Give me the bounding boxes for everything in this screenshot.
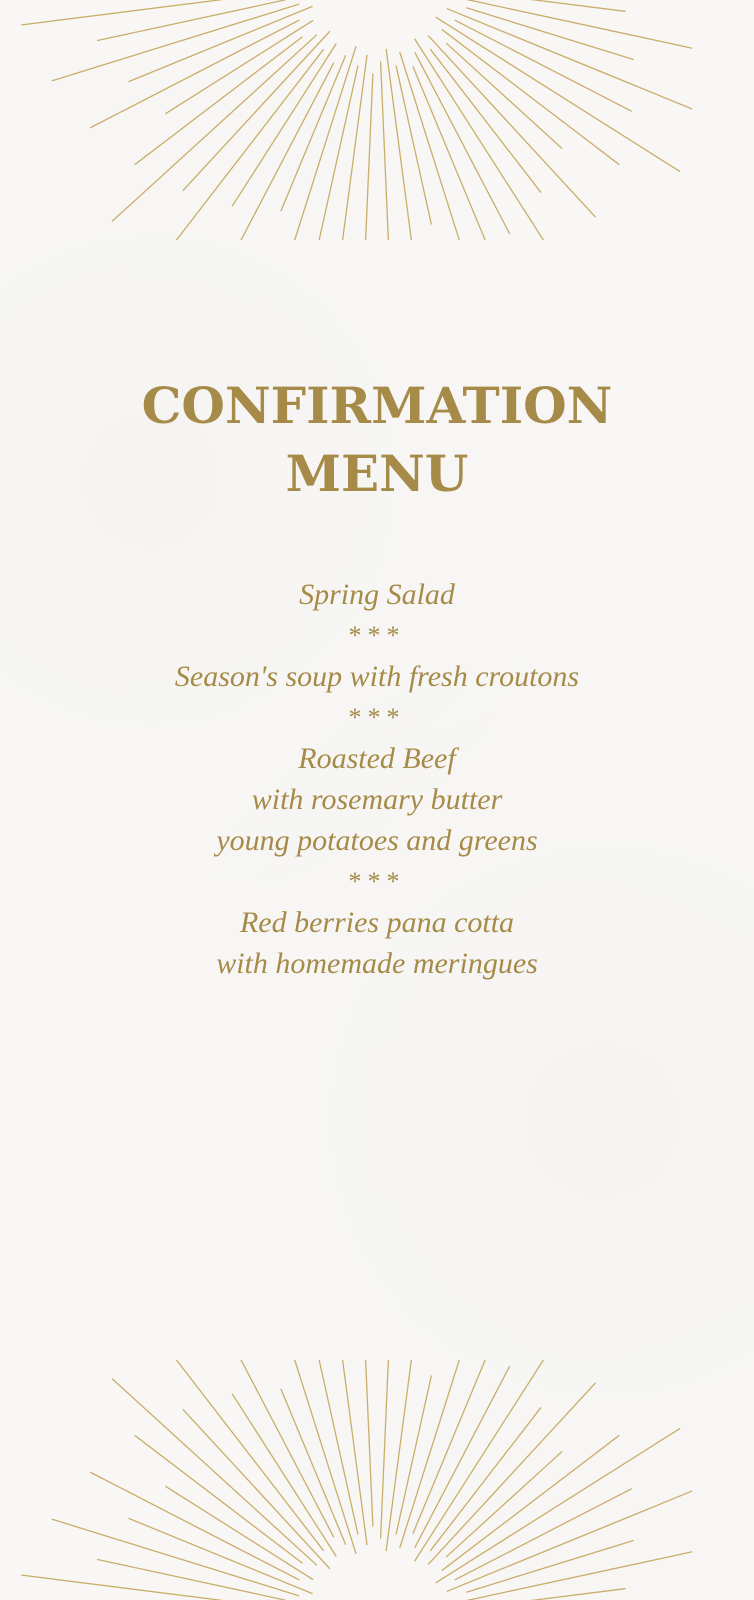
sunburst-ray [447, 43, 562, 148]
sunburst-ray [112, 1379, 316, 1565]
sunburst-ray [166, 21, 313, 114]
sunburst-bottom-decoration [0, 1360, 754, 1600]
sunburst-ray [362, 1360, 373, 1526]
menu-title [0, 372, 754, 508]
sunburst-ray [396, 66, 431, 224]
sunburst-ray [436, 1429, 679, 1583]
sunburst-ray [129, 7, 312, 82]
course-1: Spring Salad [299, 578, 455, 611]
title-line-2: MENU [285, 444, 469, 503]
sunburst-ray [22, 0, 302, 25]
sunburst-ray [455, 20, 631, 111]
sunburst-ray [447, 1491, 691, 1591]
sunburst-ray [455, 1489, 631, 1580]
sunburst-ray [228, 1360, 334, 1537]
sunburst-ray [98, 1560, 286, 1600]
sunburst-ray [381, 62, 389, 240]
sunburst-ray [431, 50, 541, 193]
sunburst-ray [98, 0, 286, 40]
sunburst-ray [467, 1541, 633, 1593]
sunburst-ray [381, 1360, 389, 1538]
sunburst-ray [415, 39, 561, 240]
course-3-line-1: Roasted Beef [298, 742, 456, 775]
sunburst-ray [169, 1360, 323, 1550]
sunburst-top-decoration [0, 0, 754, 240]
sunburst-ray [112, 35, 316, 221]
sunburst-ray [467, 8, 633, 60]
separator-1: *** [348, 621, 406, 650]
sunburst-ray [396, 1376, 431, 1534]
sunburst-ray [233, 1394, 337, 1556]
sunburst-ray [415, 1360, 561, 1561]
sunburst-ray [135, 1436, 302, 1563]
separator-3: *** [348, 867, 406, 896]
course-2: Season's soup with fresh croutons [174, 660, 580, 693]
sunburst-ray [169, 50, 323, 240]
separator-2: *** [348, 703, 406, 732]
sunburst-ray [362, 74, 373, 240]
sunburst-ray [233, 44, 337, 206]
sunburst-ray [299, 66, 358, 240]
title-line-1: CONFIRMATION [141, 376, 613, 435]
sunburst-ray [166, 1486, 313, 1579]
sunburst-ray [447, 9, 691, 109]
sunburst-ray [400, 1360, 469, 1548]
course-3-line-3: young potatoes and greens [216, 824, 538, 857]
course-3-line-2: with rosemary butter [251, 783, 503, 816]
course-4-line-1: Red berries pana cotta [239, 906, 515, 939]
sunburst-ray [400, 53, 469, 241]
sunburst-ray [129, 1519, 312, 1594]
sunburst-ray [447, 1452, 562, 1557]
sunburst-ray [135, 37, 302, 164]
sunburst-ray [442, 1436, 619, 1571]
sunburst-ray [431, 1408, 541, 1551]
sunburst-ray [299, 1360, 358, 1534]
sunburst-ray [436, 17, 679, 171]
sunburst-ray [340, 55, 368, 240]
sunburst-ray [285, 47, 356, 240]
sunburst-ray [228, 63, 334, 240]
sunburst-ray [22, 1575, 302, 1600]
sunburst-ray [285, 1360, 356, 1553]
menu-courses [0, 574, 754, 984]
sunburst-ray [340, 1360, 368, 1545]
sunburst-ray [442, 30, 619, 165]
course-4-line-2: with homemade meringues [216, 947, 538, 980]
